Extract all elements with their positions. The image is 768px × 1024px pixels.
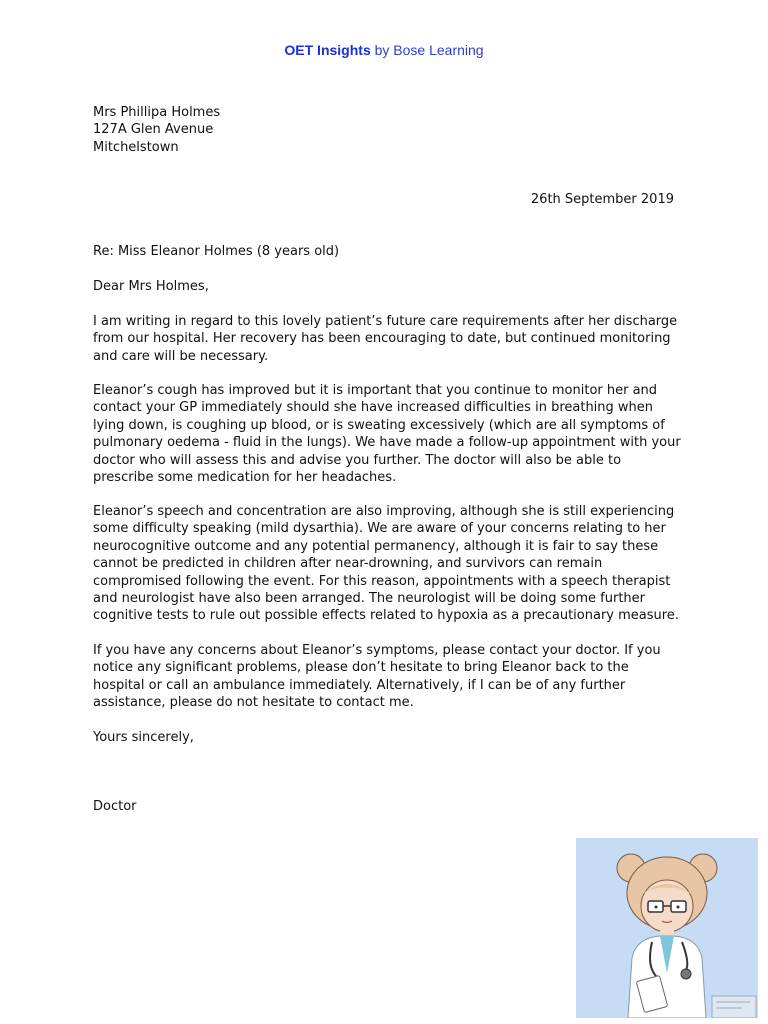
recipient-street: 127A Glen Avenue [93, 122, 214, 138]
paragraph-2: Eleanor’s cough has improved but it is important that you continue to monitor her and contact your GP immediately should she have increased difficulties in breathing when lying down, is coughing up blood, or is sweating excessively (which are all symptoms of pulmonary oedema - fluid in the lungs). We have made a follow-up appointment with your doctor who will assess this and advise you further. The doctor will also be able to prescribe some medication for her headaches. [93, 383, 681, 486]
salutation: Dear Mrs Holmes, [93, 279, 209, 294]
closing: Yours sincerely, [93, 730, 194, 745]
paragraph-3: Eleanor’s speech and concentration are also improving, although she is still experiencing some difficulty speaking (mild dysarthia). We are aware of your concerns relating to her neurocognitive outcome and any potential permanency, although it is fair to say these cannot be predicted in children after near-drowning, and survivors can remain compromised following the event. For this reason, appointments with a speech therapist and neurologist have also been arranged. The neurologist will be doing some further cognitive tests to rule out possible effects related to hypoxia as a precautionary measure. [93, 504, 679, 624]
letter-date: 26th September 2019 [530, 192, 674, 207]
signature: Doctor [93, 799, 137, 814]
doctor-illustration-icon [576, 838, 758, 1018]
recipient-address [93, 104, 683, 156]
page-header [0, 42, 768, 58]
recipient-name: Mrs Phillipa Holmes [93, 105, 221, 120]
paragraph-4: If you have any concerns about Eleanor’s symptoms, please contact your doctor. If you notice any significant problems, please don’t hesitate to bring Eleanor back to the hospital or call an ambulance immediately. Alternatively, if I can be of any further assistance, please do not hesitate to contact me. [93, 643, 661, 711]
re-line: Re: Miss Eleanor Holmes (8 years old) [93, 244, 340, 259]
recipient-town: Mitchelstown [93, 139, 179, 155]
brand-title: OET Insights [284, 42, 371, 58]
doctor-illustration [576, 838, 758, 1018]
brand-byline: by Bose Learning [374, 42, 484, 58]
paragraph-1: I am writing in regard to this lovely patient’s future care requirements after her discharge from our hospital. Her recovery has been encouraging to date, but continued monitoring and care will be necessary. [93, 314, 678, 364]
